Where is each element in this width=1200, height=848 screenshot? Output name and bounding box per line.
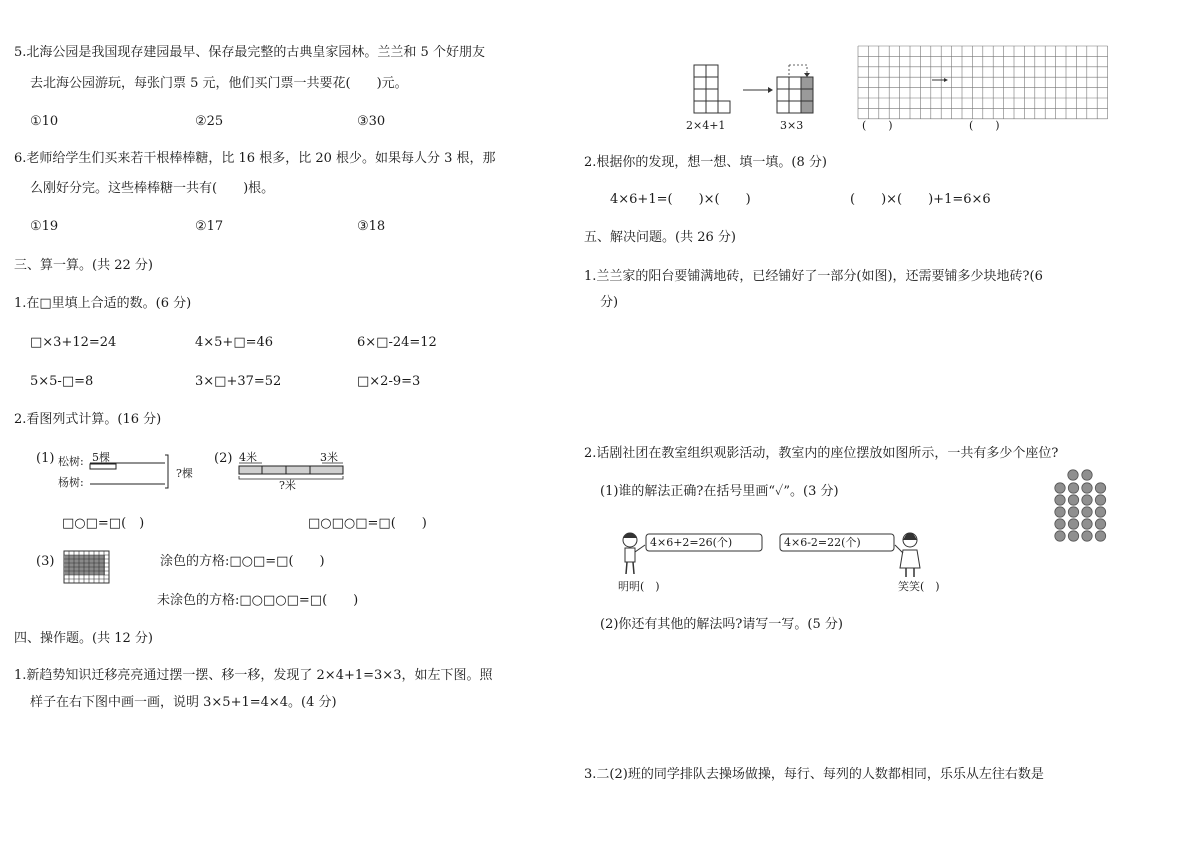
q6-option-2: ②17 [195,219,224,234]
q5-option-1: ①10 [30,114,59,129]
s3q1-eq-4: 5×5-□=8 [30,374,94,389]
bubble-xiaoxiao: 4×6-2=22(个) [784,536,861,549]
s4q1-line2: 样子在右下图中画一画，说明 3×5+1=4×4。(4 分) [30,695,337,710]
q5-line2: 去北海公园游玩，每张门票 5 元，他们买门票一共要花( )元。 [30,76,408,91]
name-mingming: 明明( ) [618,580,660,593]
q6-option-3: ③18 [357,219,386,234]
p1-formula: □○□=□( ) [62,516,145,531]
q5-option-3: ③30 [357,114,386,129]
s5q2-sub2: (2)你还有其他的解法吗?请写一写。(5 分) [600,617,843,632]
p2-formula: □○□○□=□( ) [308,516,427,531]
fig-caption-blank-1: ( ) [862,119,893,132]
p1-yang-label: 杨树: [58,476,84,489]
s3q1-eq-6: □×2-9=3 [357,374,421,389]
section-4-heading: 四、操作题。(共 12 分) [14,631,153,646]
girl-icon [895,533,920,578]
s3q1-title: 1.在□里填上合适的数。(6 分) [14,296,192,311]
p2-right-length: 3米 [320,451,338,464]
q6-line1: 6.老师给学生们买来若干根棒棒糖，比 16 根多，比 20 根少。如果每人分 3 根，那 [14,151,496,166]
s4q2-eq2: ( )×( )+1=6×6 [850,192,991,207]
p2-left-length: 4米 [239,451,257,464]
section-3-heading: 三、算一算。(共 22 分) [14,258,153,273]
s4q1-line1: 1.新趋势知识迁移亮亮通过摆一摆、移一移，发现了 2×4+1=3×3，如左下图。照 [14,668,493,683]
fig-caption-middle: 3×3 [780,119,804,132]
s4q2-title: 2.根据你的发现，想一想、填一填。(8 分) [584,155,827,170]
section-5-heading: 五、解决问题。(共 26 分) [584,230,736,245]
q6-line2: 么刚好分完。这些棒棒糖一共有( )根。 [30,181,275,196]
s3q1-eq-1: □×3+12=24 [30,335,117,350]
s3q1-eq-3: 6×□-24=12 [357,335,437,350]
fig-caption-left: 2×4+1 [686,119,726,132]
p2-number: (2) [214,451,233,466]
bubble-mingming: 4×6+2=26(个) [650,536,733,549]
s5q1-line1: 1.兰兰家的阳台要铺满地砖，已经铺好了一部分(如图)，还需要铺多少块地砖?(6 [584,269,1043,284]
q5-option-2: ②25 [195,114,224,129]
s5q2-sub1: (1)谁的解法正确?在括号里画“✓”。(3 分) [600,484,839,499]
fig-caption-blank-2: ( ) [969,119,1000,132]
p1-number: (1) [36,451,55,466]
p3-shaded-formula: 涂色的方格:□○□=□( ) [160,554,325,569]
p3-number: (3) [36,554,55,569]
s5q2-title: 2.话剧社团在教室组织观影活动，教室内的座位摆放如图所示，一共有多少个座位? [584,446,1059,461]
p1-song-label: 松树: [58,455,84,468]
name-xiaoxiao: 笑笑( ) [898,580,940,593]
s3q2-title: 2.看图列式计算。(16 分) [14,412,162,427]
s3q1-eq-5: 3×□+37=52 [195,374,282,389]
s3q1-eq-2: 4×5+□=46 [195,335,274,350]
p3-unshaded-formula: 未涂色的方格:□○□○□=□( ) [157,593,359,608]
p2-total: ?米 [279,479,296,492]
s4q2-eq1: 4×6+1=( )×( ) [610,192,751,207]
q5-line1: 5.北海公园是我国现存建园最早、保存最完整的古典皇家园林。兰兰和 5 个好朋友 [14,45,485,60]
s5q1-line2: 分) [600,295,619,310]
p1-song-count: 5棵 [92,451,110,464]
s5q3-line1: 3.二(2)班的同学排队去操场做操，每行、每列的人数都相同，乐乐从左往右数是 [584,767,1044,782]
boy-icon [623,533,645,574]
q6-option-1: ①19 [30,219,59,234]
p1-question: ?棵 [176,467,193,480]
